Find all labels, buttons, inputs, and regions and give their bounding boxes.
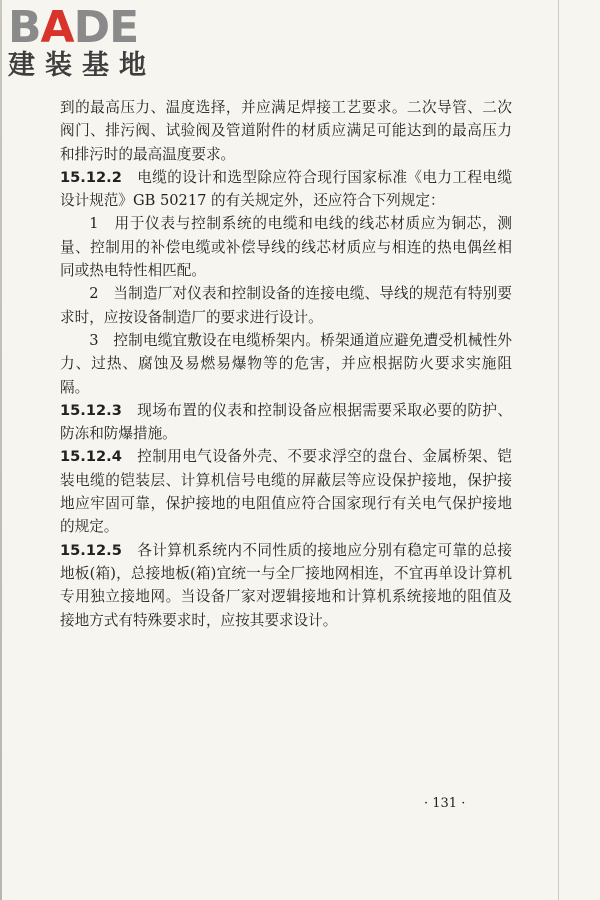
clause-15-12-5: [60, 539, 512, 632]
bade-logo: [8, 4, 178, 82]
item-text: 2 当制造厂对仪表和控制设备的连接电缆、导线的规范有特别要求时，应按设备制造厂的要求进行设计。: [60, 285, 512, 326]
item-3: [60, 329, 512, 399]
clause-text: 现场布置的仪表和控制设备应根据需要采取必要的防护、防冻和防爆措施。: [60, 401, 512, 443]
clause-number: 15.12.5: [60, 541, 122, 559]
clause-text: 电缆的设计和选型除应符合现行国家标准《电力工程电缆设计规范》GB 50217 的有关规定外，还应符合下列规定：: [60, 168, 512, 210]
document-body: [60, 96, 512, 632]
page-right-edge: [558, 0, 559, 900]
logo-letter-b: B: [8, 2, 41, 53]
logo-letters-de: DE: [73, 2, 139, 53]
page-number: · 131 ·: [424, 796, 466, 811]
item-2: [60, 282, 512, 329]
paragraph-text: 到的最高压力、温度选择，并应满足焊接工艺要求。二次导管、二次阀门、排污阀、试验阀及管道附件的材质应满足可能达到的最高压力和排污时的最高温度要求。: [60, 99, 512, 163]
paragraph-continuation: [60, 96, 512, 166]
item-text: 1 用于仪表与控制系统的电缆和电线的线芯材质应为铜芯，测量、控制用的补偿电缆或补偿导线的线芯材质应与相连的热电偶丝相同或热电特性相匹配。: [60, 215, 512, 280]
page-left-edge: [0, 0, 2, 900]
clause-text: 各计算机系统内不同性质的接地应分别有稳定可靠的总接地板(箱)，总接地板(箱)宜统一与全厂接地网相连，不宜再单设计算机专用独立接地网。当设备厂家对逻辑接地和计算机系统接地的阻值及接地方式有特殊要求时，应按其要求设计。: [60, 541, 512, 629]
clause-15-12-3: [60, 399, 512, 446]
clause-number: 15.12.4: [60, 448, 122, 466]
clause-15-12-2: [60, 166, 512, 213]
item-text: 3 控制电缆宜敷设在电缆桥架内。桥架通道应避免遭受机械性外力、过热、腐蚀及易燃易爆物等的危害，并应根据防火要求实施阻隔。: [60, 331, 512, 396]
item-1: [60, 212, 512, 282]
clause-number: 15.12.3: [60, 401, 122, 419]
logo-brand-text: [8, 4, 178, 52]
clause-15-12-4: [60, 445, 512, 538]
logo-subtitle: 建装基地: [8, 50, 156, 81]
logo-letter-a: A: [40, 2, 74, 53]
clause-text: 控制用电气设备外壳、不要求浮空的盘台、金属桥架、铠装电缆的铠装层、计算机信号电缆的屏蔽层等应设保护接地，保护接地应牢固可靠，保护接地的电阻值应符合国家现行有关电气保护接地的规定。: [60, 448, 512, 536]
clause-number: 15.12.2: [60, 168, 122, 186]
